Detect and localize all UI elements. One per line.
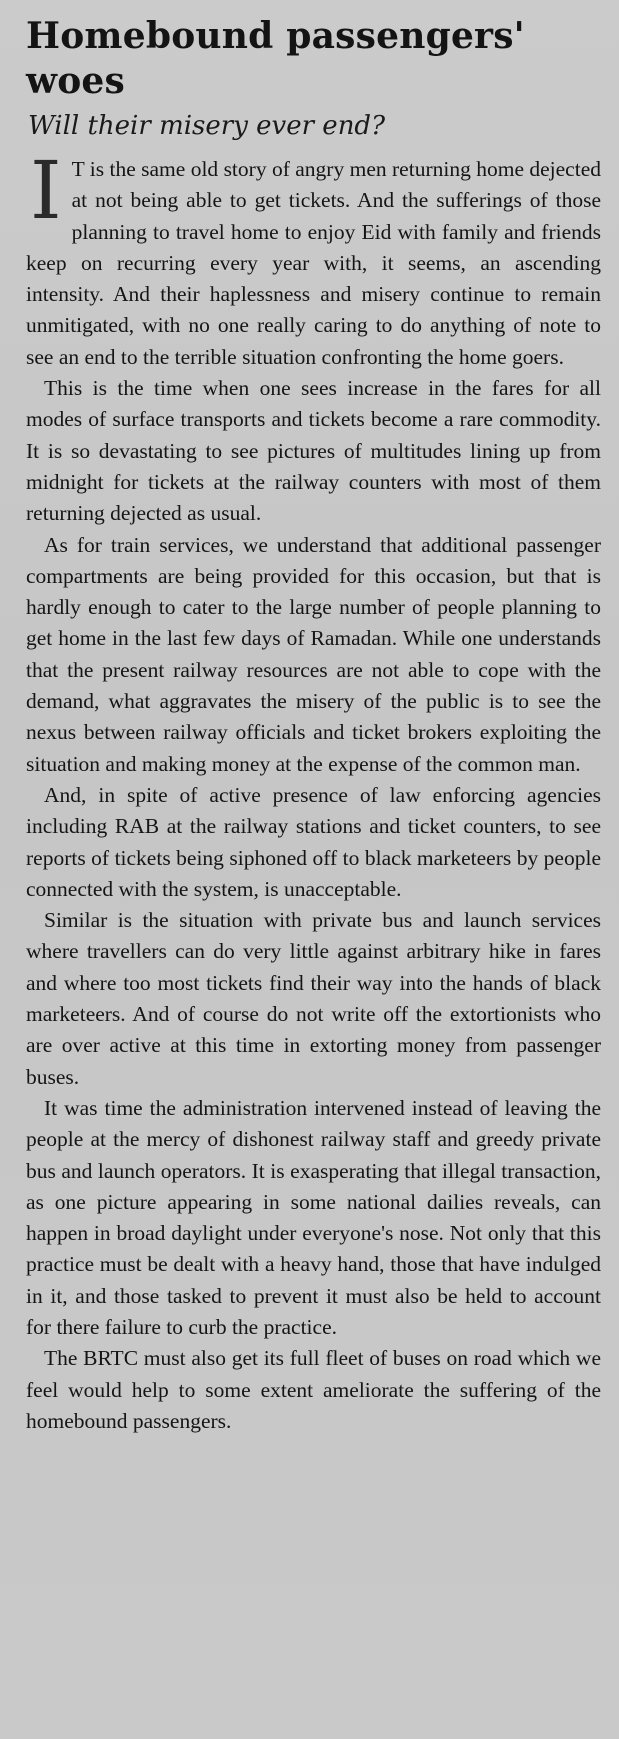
paragraph-7: The BRTC must also get its full fleet of buses on road which we feel would help to some extent ameliorate the suffering of the homebound passengers.	[26, 1346, 601, 1433]
paragraph-3: As for train services, we understand that additional passenger compartments are being provided for this occasion, but that is hardly enough to cater to the large number of people planning to get home in the last few days of Ramadan. While one understands that the present railway resources are not able to cope with the demand, what aggravates the misery of the public is to see the nexus between railway officials and ticket brokers exploiting the situation and making money at the expense of the common man.	[26, 532, 601, 776]
paragraph-4: And, in spite of active presence of law enforcing agencies including RAB at the railway stations and ticket counters, to see reports of tickets being siphoned off to black marketeers by people connected with the system, is unacceptable.	[26, 782, 601, 901]
headline: Homebound passengers' woes	[26, 15, 525, 102]
paragraph-2: This is the time when one sees increase in the fares for all modes of surface transports and tickets become a rare commodity. It is so devastating to see pictures of multitudes lining up from midnight for tickets at the railway counters with most of them returning dejected as usual.	[26, 376, 601, 526]
subheadline: Will their misery ever end?	[28, 111, 386, 141]
paragraph-1-text: T is the same old story of angry men returning home dejected at not being able to get tickets. And the sufferings of those planning to travel home to enjoy Eid with family and friends keep on recurring every year with, it seems, an ascending intensity. And their haplessness and misery continue to remain unmitigated, with no one really caring to do anything of note to see an end to the terrible situation confronting the home goers.	[26, 157, 601, 369]
paragraph-5: Similar is the situation with private bus and launch services where travellers can do very little against arbitrary hike in fares and where too most tickets find their way into the hands of black marketeers. And of course do not write off the extortionists who are over active at this time in extorting money from passenger buses.	[26, 908, 601, 1089]
article-body	[26, 144, 601, 1437]
drop-cap: I	[30, 144, 62, 237]
paragraph-1	[26, 144, 601, 373]
paragraph-6: It was time the administration intervened instead of leaving the people at the mercy of dishonest railway staff and greedy private bus and launch operators. It is exasperating that illegal transaction, as one picture appearing in some national dailies reveals, can happen in broad daylight under everyone's nose. Not only that this practice must be dealt with a heavy hand, those that have indulged in it, and those tasked to prevent it must also be held to account for there failure to curb the practice.	[26, 1095, 601, 1339]
